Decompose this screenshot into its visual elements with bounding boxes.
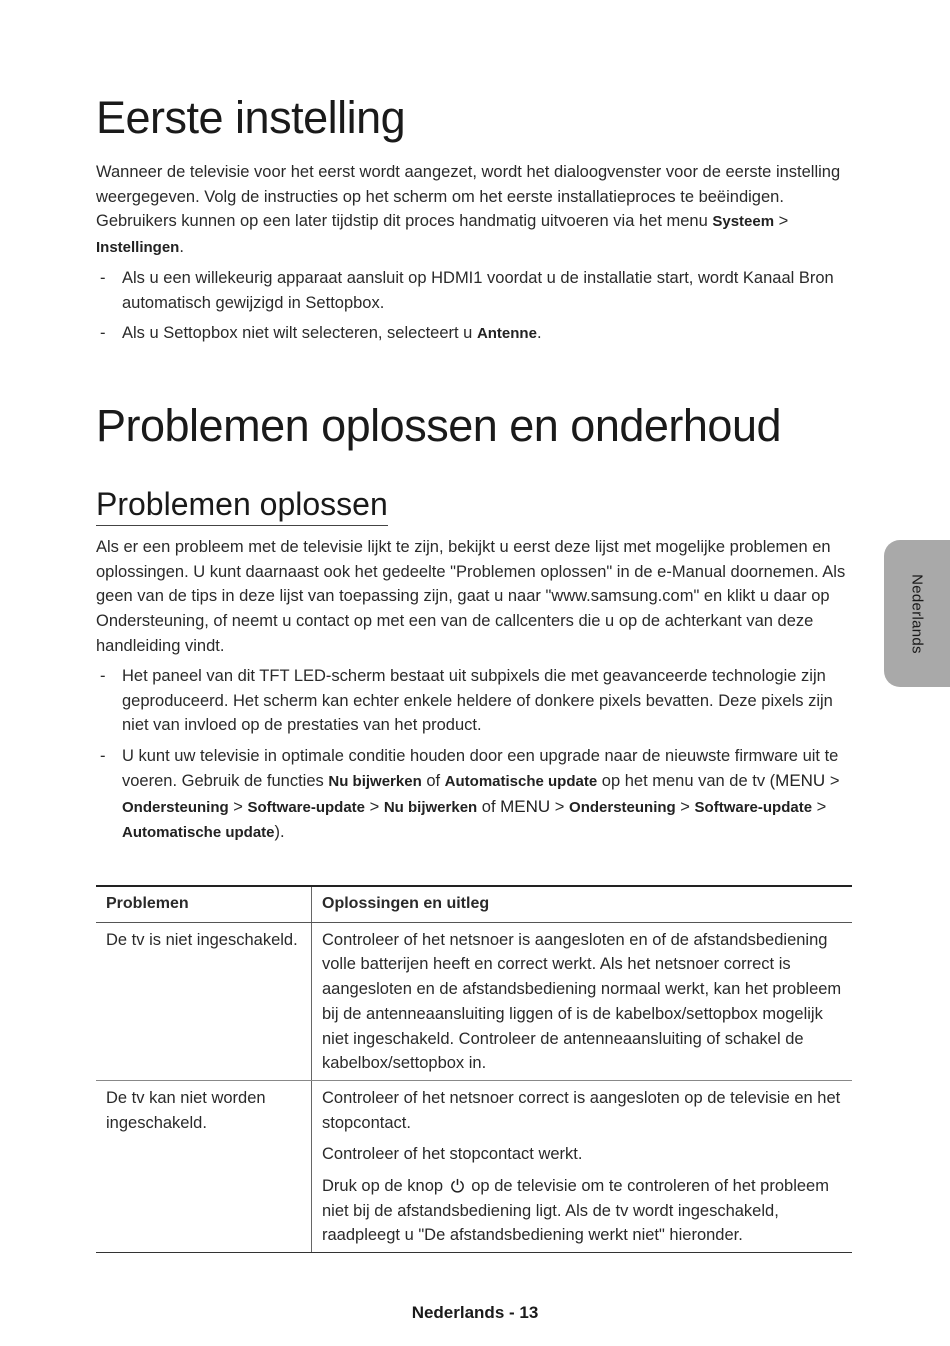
- list-item: - U kunt uw televisie in optimale conditie houden door een upgrade naar de nieuwste firmware uit te voeren. Gebruik de functies Nu bijwerken of Automatische update op het menu van de tv (MENU > Ondersteuning > Software-update > Nu bijwerken of MENU > Ondersteuning > Software-update > Automatische update).: [100, 747, 840, 842]
- note-period: .: [536, 324, 542, 343]
- subsection-title-problemen-oplossen: Problemen oplossen: [96, 486, 388, 526]
- menu-separator: >: [233, 797, 243, 816]
- section-title-problemen-onderhoud: Problemen oplossen en onderhoud: [96, 400, 782, 451]
- power-text-after: op de televisie om te controleren of het probleem niet bij de afstandsbediening ligt. Als de tv wordt ingeschakeld, raadpleegt u "De afstandsbediening werkt niet" hieronder.: [322, 1177, 829, 1245]
- problem-cell: De tv kan niet worden ingeschakeld.: [96, 1080, 312, 1252]
- menu-separator: >: [778, 212, 789, 231]
- section1-intro: [96, 160, 852, 261]
- solution-text: Controleer of het stopcontact werkt.: [322, 1145, 583, 1164]
- solution-cell: [312, 922, 853, 1080]
- page-footer: Nederlands - 13: [411, 1303, 539, 1322]
- power-icon: [450, 1178, 465, 1193]
- troubleshooting-table: [96, 885, 852, 1253]
- list-item: - Als u Settopbox niet wilt selecteren, selecteert u Antenne.: [100, 324, 542, 343]
- text-of: of: [421, 771, 445, 790]
- note-settopbox-text: Als u Settopbox niet wilt selecteren, selecteert u: [122, 324, 477, 343]
- problem-cell: De tv is niet ingeschakeld.: [96, 922, 312, 1080]
- power-text-before: Druk op de knop: [322, 1177, 448, 1196]
- solution-text: Controleer of het netsnoer is aangesloten en of de afstandsbediening volle batterijen heeft en correct werkt. Als het netsnoer correct is aangesloten en de afstandsbediening normaal werkt, kan het probleem bij de antenneaansluiting liggen of is de kabelbox/settopbox mogelijk niet ingeschakeld. Controleer de antenneaansluiting of schakel de kabelbox/settopbox in.: [322, 930, 842, 1073]
- solution-text-power: [322, 1174, 842, 1248]
- menu-separator: >: [829, 771, 840, 790]
- note-antenne: Antenne: [476, 325, 537, 343]
- text-close: ).: [274, 823, 285, 842]
- section-title-eerste-instelling: Eerste instelling: [96, 92, 406, 143]
- table-row: [96, 922, 852, 1080]
- solution-text: Controleer of het netsnoer correct is aangesloten op de televisie en het stopcontact.: [322, 1088, 841, 1132]
- section1-notes: [96, 266, 852, 353]
- intro-period: .: [179, 238, 184, 257]
- list-item: - Het paneel van dit TFT LED-scherm bestaat uit subpixels die met geavanceerde technologie zijn geproduceerd. Het scherm kan echter enkele heldere of donkere pixels bevatten. Deze pixels zijn niet van invloed op de prestaties van het product.: [100, 667, 833, 735]
- table-header-row: [96, 886, 852, 922]
- menu-software-update: Software-update: [694, 798, 813, 816]
- menu-ondersteuning: Ondersteuning: [122, 798, 229, 816]
- intro-text: Wanneer de televisie voor het eerst wordt aangezet, wordt het dialoogvenster voor de eerste instelling weergegeven. Volg de instructies op het scherm om het eerste installatieproces te beëindigen. Gebruikers kunnen op een later tijdstip dit proces handmatig uitvoeren via het menu: [96, 163, 841, 231]
- menu-separator: >: [680, 797, 690, 816]
- menu-automatische-update: Automatische update: [122, 824, 275, 842]
- list-item: - Als u een willekeurig apparaat aansluit op HDMI1 voordat u de installatie start, wordt Kanaal Bron automatisch gewijzigd in Settopbox.: [100, 269, 834, 312]
- side-tab-label: Nederlands: [908, 573, 926, 654]
- menu-ondersteuning: Ondersteuning: [569, 798, 676, 816]
- column-header-problemen: Problemen: [96, 886, 312, 922]
- menu-instellingen: Instellingen: [96, 239, 180, 257]
- menu-software-update: Software-update: [247, 798, 366, 816]
- section2-notes: [96, 664, 852, 852]
- note-hdmi: Als u een willekeurig apparaat aansluit op HDMI1 voordat u de installatie start, wordt Kanaal Bron automatisch gewijzigd in Settopbox.: [122, 269, 834, 312]
- menu-nu-bijwerken: Nu bijwerken: [328, 772, 422, 790]
- column-header-oplossingen: Oplossingen en uitleg: [312, 886, 853, 922]
- section2-intro: Als er een probleem met de televisie lijkt te zijn, bekijkt u eerst deze lijst met mogelijke problemen en oplossingen. U kunt daarnaast ook het gedeelte "Problemen oplossen" in de e-Manual doornemen. Als geen van de tips in deze lijst van toepassing zijn, gaat u naar "www.samsung.com" en klikt u daar op Ondersteuning, of neemt u contact op met een van de callcenters die u op de achterkant van deze handleiding vindt.: [96, 538, 846, 655]
- menu-key: MENU: [775, 770, 826, 790]
- menu-key: MENU: [500, 796, 551, 816]
- text-op-het-menu: op het menu van de tv (: [597, 771, 776, 790]
- table-row: [96, 1080, 852, 1252]
- note-firmware-text: U kunt uw televisie in optimale conditie houden door een upgrade naar de nieuwste firmware uit te voeren. Gebruik de functies: [122, 747, 839, 790]
- menu-systeem: Systeem: [712, 213, 775, 231]
- language-side-tab: [884, 540, 950, 687]
- text-of: of: [477, 797, 501, 816]
- menu-automatische-update: Automatische update: [444, 772, 598, 790]
- menu-separator: >: [816, 797, 827, 816]
- menu-nu-bijwerken: Nu bijwerken: [383, 798, 478, 816]
- solution-cell: [312, 1080, 853, 1252]
- menu-separator: >: [554, 797, 565, 816]
- menu-separator: >: [369, 797, 380, 816]
- note-pixels: Het paneel van dit TFT LED-scherm bestaat uit subpixels die met geavanceerde technologie zijn geproduceerd. Het scherm kan echter enkele heldere of donkere pixels bevatten. Deze pixels zijn niet van invloed op de prestaties van het product.: [122, 667, 833, 735]
